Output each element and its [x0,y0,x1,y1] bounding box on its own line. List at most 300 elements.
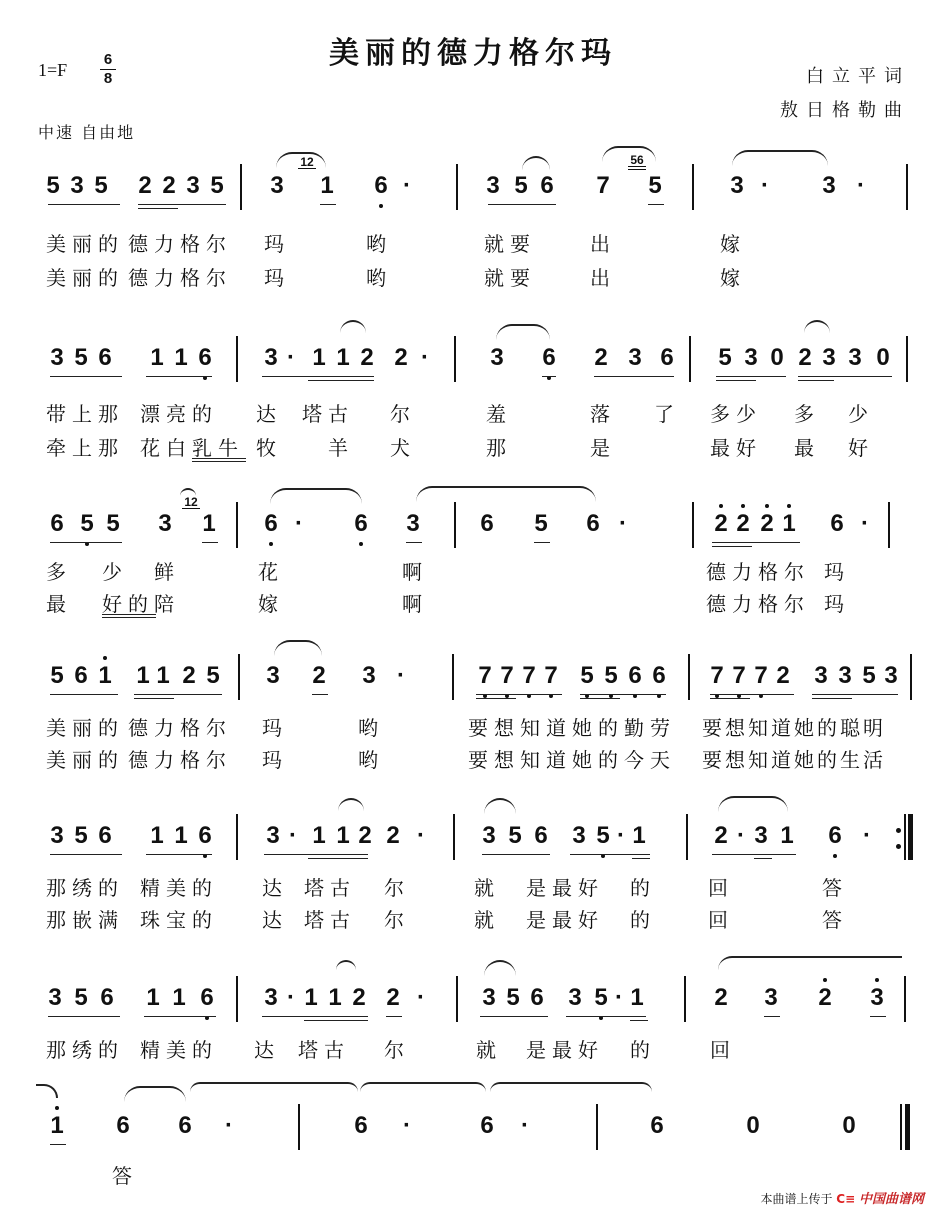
dot: · [225,1112,233,1139]
lyric-text: 就要 [484,232,536,256]
lyric-text: 犬 [390,436,416,460]
note: 2 [394,344,408,371]
note: 5 [862,662,876,689]
beam-underline [570,854,650,855]
lyric-text: 德力格尔 [706,592,810,616]
final-barline-thin [900,1104,902,1150]
lyric-text: 答 [822,908,848,932]
lyric-text: 达 [262,876,288,900]
note: 1 [146,984,160,1011]
barline [236,336,238,382]
note: 5 [74,984,88,1011]
note: 6 [534,822,548,849]
lyric-text: 玛 [262,748,288,772]
lyric-text: 尔 [384,876,410,900]
beam-underline [312,694,328,695]
barline [236,502,238,548]
lyric-text: 精美的 [140,876,218,900]
note: 3 [868,984,886,1012]
lyric-text: 塔古 [302,402,354,426]
note: 6 [100,984,114,1011]
lyrics-verse-1: 那绣的 [46,876,124,900]
note: 6 [354,1112,368,1139]
slur-arc [416,486,596,502]
barline [906,336,908,382]
note: 6 [530,984,544,1011]
note: 0 [876,344,890,371]
note: 3 [266,822,280,849]
note: 2 [594,344,608,371]
lyric-text: 回 [708,908,734,932]
note: 3 [50,344,64,371]
barline [236,976,238,1022]
dot: · [287,984,295,1011]
note: 6 [480,510,494,537]
lyric-text: 就 [474,876,500,900]
lyric-text: 要想知道她的聪明 [702,716,886,740]
note: 3 [266,662,280,689]
barline [910,654,912,700]
lyric-text: 嫁 [720,266,746,290]
note: 6 [98,822,112,849]
beam-underline [202,542,218,543]
beam-underline [262,1016,368,1017]
beam-underline [648,204,664,205]
barline [454,336,456,382]
site-name: 中国曲谱网 [858,1192,924,1207]
lyric-text: 多 [794,402,820,426]
barline [686,814,688,860]
beam-underline [594,376,674,377]
note: 3 [814,662,828,689]
lyric-text: 多少 [710,402,762,426]
note: 5 [578,662,596,690]
note: 3 [754,822,768,849]
note: 6 [372,172,390,200]
beam-underline [716,376,786,377]
lyric-text: 尔 [384,908,410,932]
note: 6 [830,510,844,537]
note: 3 [572,822,586,849]
lyrics-verse-2: 最 [46,592,72,616]
key-signature: 1=F [38,60,68,80]
note: 7 [542,662,560,690]
repeat-barline-thick [908,814,913,860]
note: 5 [602,662,620,690]
lyric-text: 玛 [262,716,288,740]
dot: · [403,1112,411,1139]
lyric-text: 答 [822,876,848,900]
time-sig-top: 6 [103,51,113,68]
lyric-text: 珠宝的 [140,908,218,932]
upload-text: 本曲谱上传于 [760,1192,833,1206]
slur-arc [718,796,788,812]
note: 3 [264,984,278,1011]
lyric-text: 玛 [824,560,850,584]
melisma-underline [192,461,246,462]
slur-arc [484,798,516,814]
lyric-text: 德力格尔 [128,232,232,256]
barline [454,502,456,548]
beam-underline [580,698,620,699]
note: 1 [780,510,798,538]
note: 6 [262,510,280,538]
lyric-text: 少 [102,560,128,584]
lyric-text: 最 [794,436,820,460]
composer-credit: 敖日格勒曲 [780,100,910,121]
note: 3 [744,344,758,371]
note: 1 [312,344,326,371]
note: 2 [734,510,752,538]
melisma-underline [102,614,156,615]
note: 6 [74,662,88,689]
slur-arc [490,1082,652,1098]
lyrics-verse-1: 多 [46,560,72,584]
note: 1 [172,984,186,1011]
beam-underline [542,376,556,377]
note: 5 [46,172,60,199]
lyric-text: 出 [590,232,616,256]
note: 6 [650,662,668,690]
lyric-text: 回 [708,876,734,900]
note: 6 [826,822,844,850]
lyric-text: 塔古 [304,876,356,900]
lyric-text: 漂亮的 [140,402,218,426]
site-watermark[interactable] [760,1188,924,1207]
note: 1 [150,344,164,371]
note: 6 [196,344,214,372]
lyric-text: 哟 [358,748,384,772]
note: 3 [482,822,496,849]
dot: · [617,822,625,849]
lyric-text: 塔古 [304,908,356,932]
note: 6 [540,172,554,199]
note: 7 [730,662,748,690]
note: 2 [312,662,326,689]
dot: · [403,172,411,199]
beam-underline [482,854,550,855]
note: 3 [186,172,200,199]
beam-underline [48,204,120,205]
slur-arc [718,956,902,972]
beam-underline [534,542,550,543]
beam-underline [50,376,122,377]
note: 6 [480,1112,494,1139]
lyric-text: 最好 [710,436,762,460]
lyric-text: 就要 [484,266,536,290]
note: 2 [776,662,790,689]
barline [688,654,690,700]
beam-underline [754,858,772,859]
note: 3 [270,172,284,199]
lyric-text: 回 [710,1038,736,1062]
note: 2 [162,172,176,199]
note: 2 [360,344,374,371]
barline [298,1104,300,1150]
slur-arc [484,960,516,976]
beam-underline [50,1144,66,1145]
beam-underline [134,694,222,695]
note: 7 [752,662,770,690]
beam-underline [308,858,368,859]
dot: · [417,822,425,849]
note: 3 [730,172,744,199]
note: 1 [304,984,318,1011]
note: 3 [264,344,278,371]
beam-underline [48,1016,120,1017]
note: 6 [660,344,674,371]
beam-underline [630,1020,648,1021]
note: 5 [534,510,548,537]
note: 1 [336,822,350,849]
note: 7 [520,662,538,690]
note: 1 [202,510,216,537]
lyric-text: 的 [630,908,656,932]
lyric-text: 达 [262,908,288,932]
lyric-text: 哟 [366,232,392,256]
note: 3 [628,344,642,371]
grace-note: 12 [182,496,200,509]
dot: · [421,344,429,371]
tempo-marking: 中速 自由地 [38,123,136,142]
note: 5 [106,510,120,537]
lyric-text: 达 [256,402,282,426]
melisma-underline [102,617,156,618]
barline [240,164,242,210]
grace-note: 56 [628,154,646,170]
note: 2 [386,822,400,849]
note: 5 [594,822,612,850]
lyric-text: 德力格尔 [128,716,232,740]
dot: · [397,662,405,689]
beam-underline [710,698,750,699]
note: 1 [630,984,644,1011]
beam-underline [480,1016,548,1017]
lyrics-verse-2: 牵上那 [46,436,124,460]
lyric-text: 是 [590,436,616,460]
lyric-text: 花 [258,560,284,584]
note: 2 [758,510,776,538]
lyric-text: 好 [848,436,874,460]
beam-underline [406,542,422,543]
beam-underline [138,208,178,209]
note: 5 [206,662,220,689]
final-barline-thick [905,1104,910,1150]
barline [906,164,908,210]
beam-underline [710,694,794,695]
lyric-text: 羊 [328,436,354,460]
note: 7 [708,662,726,690]
lyric-text: 牧 [256,436,282,460]
note: 6 [626,662,644,690]
note: 3 [764,984,778,1011]
note: 3 [848,344,862,371]
lyric-text: 尔 [384,1038,410,1062]
note: 2 [798,344,812,371]
lyric-text: 那 [486,436,512,460]
beam-underline [134,698,174,699]
lyric-text: 了 [654,402,680,426]
lyrics-verse-1: 带上那 [46,402,124,426]
note: 7 [476,662,494,690]
note: 6 [650,1112,664,1139]
dot: · [761,172,769,199]
beam-underline [580,694,666,695]
beam-underline [812,694,898,695]
lyric-text: 精美的 [140,1038,218,1062]
beam-underline [712,542,800,543]
note: 1 [174,344,188,371]
lyrics-verse-1: 美丽的 [46,232,124,256]
grace-note: 12 [298,156,316,169]
note: 1 [174,822,188,849]
note: 3 [362,662,376,689]
barline [453,814,455,860]
beam-underline [632,858,650,859]
dot: · [287,344,295,371]
lyric-text: 的 [630,876,656,900]
beam-underline [476,694,562,695]
note: 5 [74,344,88,371]
lyrics-verse-1: 美丽的 [46,716,124,740]
note: 0 [842,1112,856,1139]
lyric-text: 玛 [264,232,290,256]
note: 2 [714,822,728,849]
lyric-text: 少 [848,402,874,426]
dot: · [417,984,425,1011]
slur-arc [804,320,830,336]
lyric-text: 嫁 [720,232,746,256]
lyric-text: 落 [590,402,616,426]
lyric-text: 尔 [390,402,416,426]
beam-underline [566,1016,646,1017]
lyrics-verse-1: 那绣的 [46,1038,124,1062]
lyric-text: 德力格尔 [706,560,810,584]
note: 1 [780,822,794,849]
melisma-underline [192,458,246,459]
beam-underline [870,1016,886,1017]
dot: · [619,510,627,537]
lyricist-credit: 白立平词 [806,66,910,87]
lyric-text: 啊 [402,592,428,616]
note: 1 [48,1112,66,1140]
note: 1 [150,822,164,849]
beam-underline [144,1016,216,1017]
lyrics-verse-2: 那嵌满 [46,908,124,932]
beam-underline [50,854,122,855]
note: 5 [648,172,662,199]
note: 3 [490,344,504,371]
note: 5 [718,344,732,371]
lyric-text: 塔古 [298,1038,350,1062]
beam-underline [476,698,516,699]
note: 3 [568,984,582,1011]
dot: · [295,510,303,537]
lyric-text: 要想知道 [468,716,572,740]
note: 6 [540,344,558,372]
note: 2 [358,822,372,849]
slur-arc [124,1086,186,1102]
note: 1 [312,822,326,849]
lyric-text: 的 [630,1038,656,1062]
note: 2 [712,510,730,538]
note: 2 [352,984,366,1011]
beam-underline [812,698,852,699]
slur-arc [190,1082,358,1098]
note: 5 [74,822,88,849]
lyrics-verse-1: 答 [112,1164,138,1188]
beam-underline [262,376,374,377]
note: 2 [386,984,400,1011]
barline [888,502,890,548]
note: 6 [98,344,112,371]
barline [689,336,691,382]
lyric-text: 玛 [824,592,850,616]
beam-underline [716,380,756,381]
slur-arc [270,488,362,504]
note: 3 [482,984,496,1011]
slur-arc [338,798,364,814]
repeat-dot [896,844,901,849]
repeat-barline [904,814,906,860]
beam-underline [146,376,212,377]
beam-underline [50,542,122,543]
lyric-text: 好的陪 [102,592,180,616]
beam-underline [320,204,336,205]
barline [456,976,458,1022]
lyric-text: 她的今天 [572,748,676,772]
note: 6 [586,510,600,537]
note: 1 [632,822,646,849]
lyric-text: 就 [476,1038,502,1062]
barline [596,1104,598,1150]
beam-underline [798,376,892,377]
note: 5 [94,172,108,199]
note: 2 [714,984,728,1011]
beam-underline [712,854,796,855]
lyric-text: 玛 [264,266,290,290]
note: 5 [78,510,96,538]
note: 3 [822,344,836,371]
lyric-text: 德力格尔 [128,266,232,290]
note: 5 [508,822,522,849]
note: 6 [196,822,214,850]
note: 0 [770,344,784,371]
lyric-text: 嫁 [258,592,284,616]
lyric-text: 哟 [366,266,392,290]
slur-arc [360,1082,486,1098]
slur-arc [274,640,322,656]
barline [904,976,906,1022]
lyric-text: 羞 [486,402,512,426]
note: 3 [48,984,62,1011]
barline [692,502,694,548]
beam-underline [304,1020,368,1021]
lyric-text: 花白乳牛 [140,436,244,460]
lyrics-verse-2: 美丽的 [46,266,124,290]
dot: · [521,1112,529,1139]
time-signature [100,52,116,87]
note: 3 [158,510,172,537]
note: 3 [406,510,420,537]
beam-underline [50,694,118,695]
lyric-text: 是最好 [526,908,604,932]
lyric-text: 出 [590,266,616,290]
lyric-text: 哟 [358,716,384,740]
note: 1 [336,344,350,371]
beam-underline [138,204,226,205]
beam-underline [798,380,834,381]
